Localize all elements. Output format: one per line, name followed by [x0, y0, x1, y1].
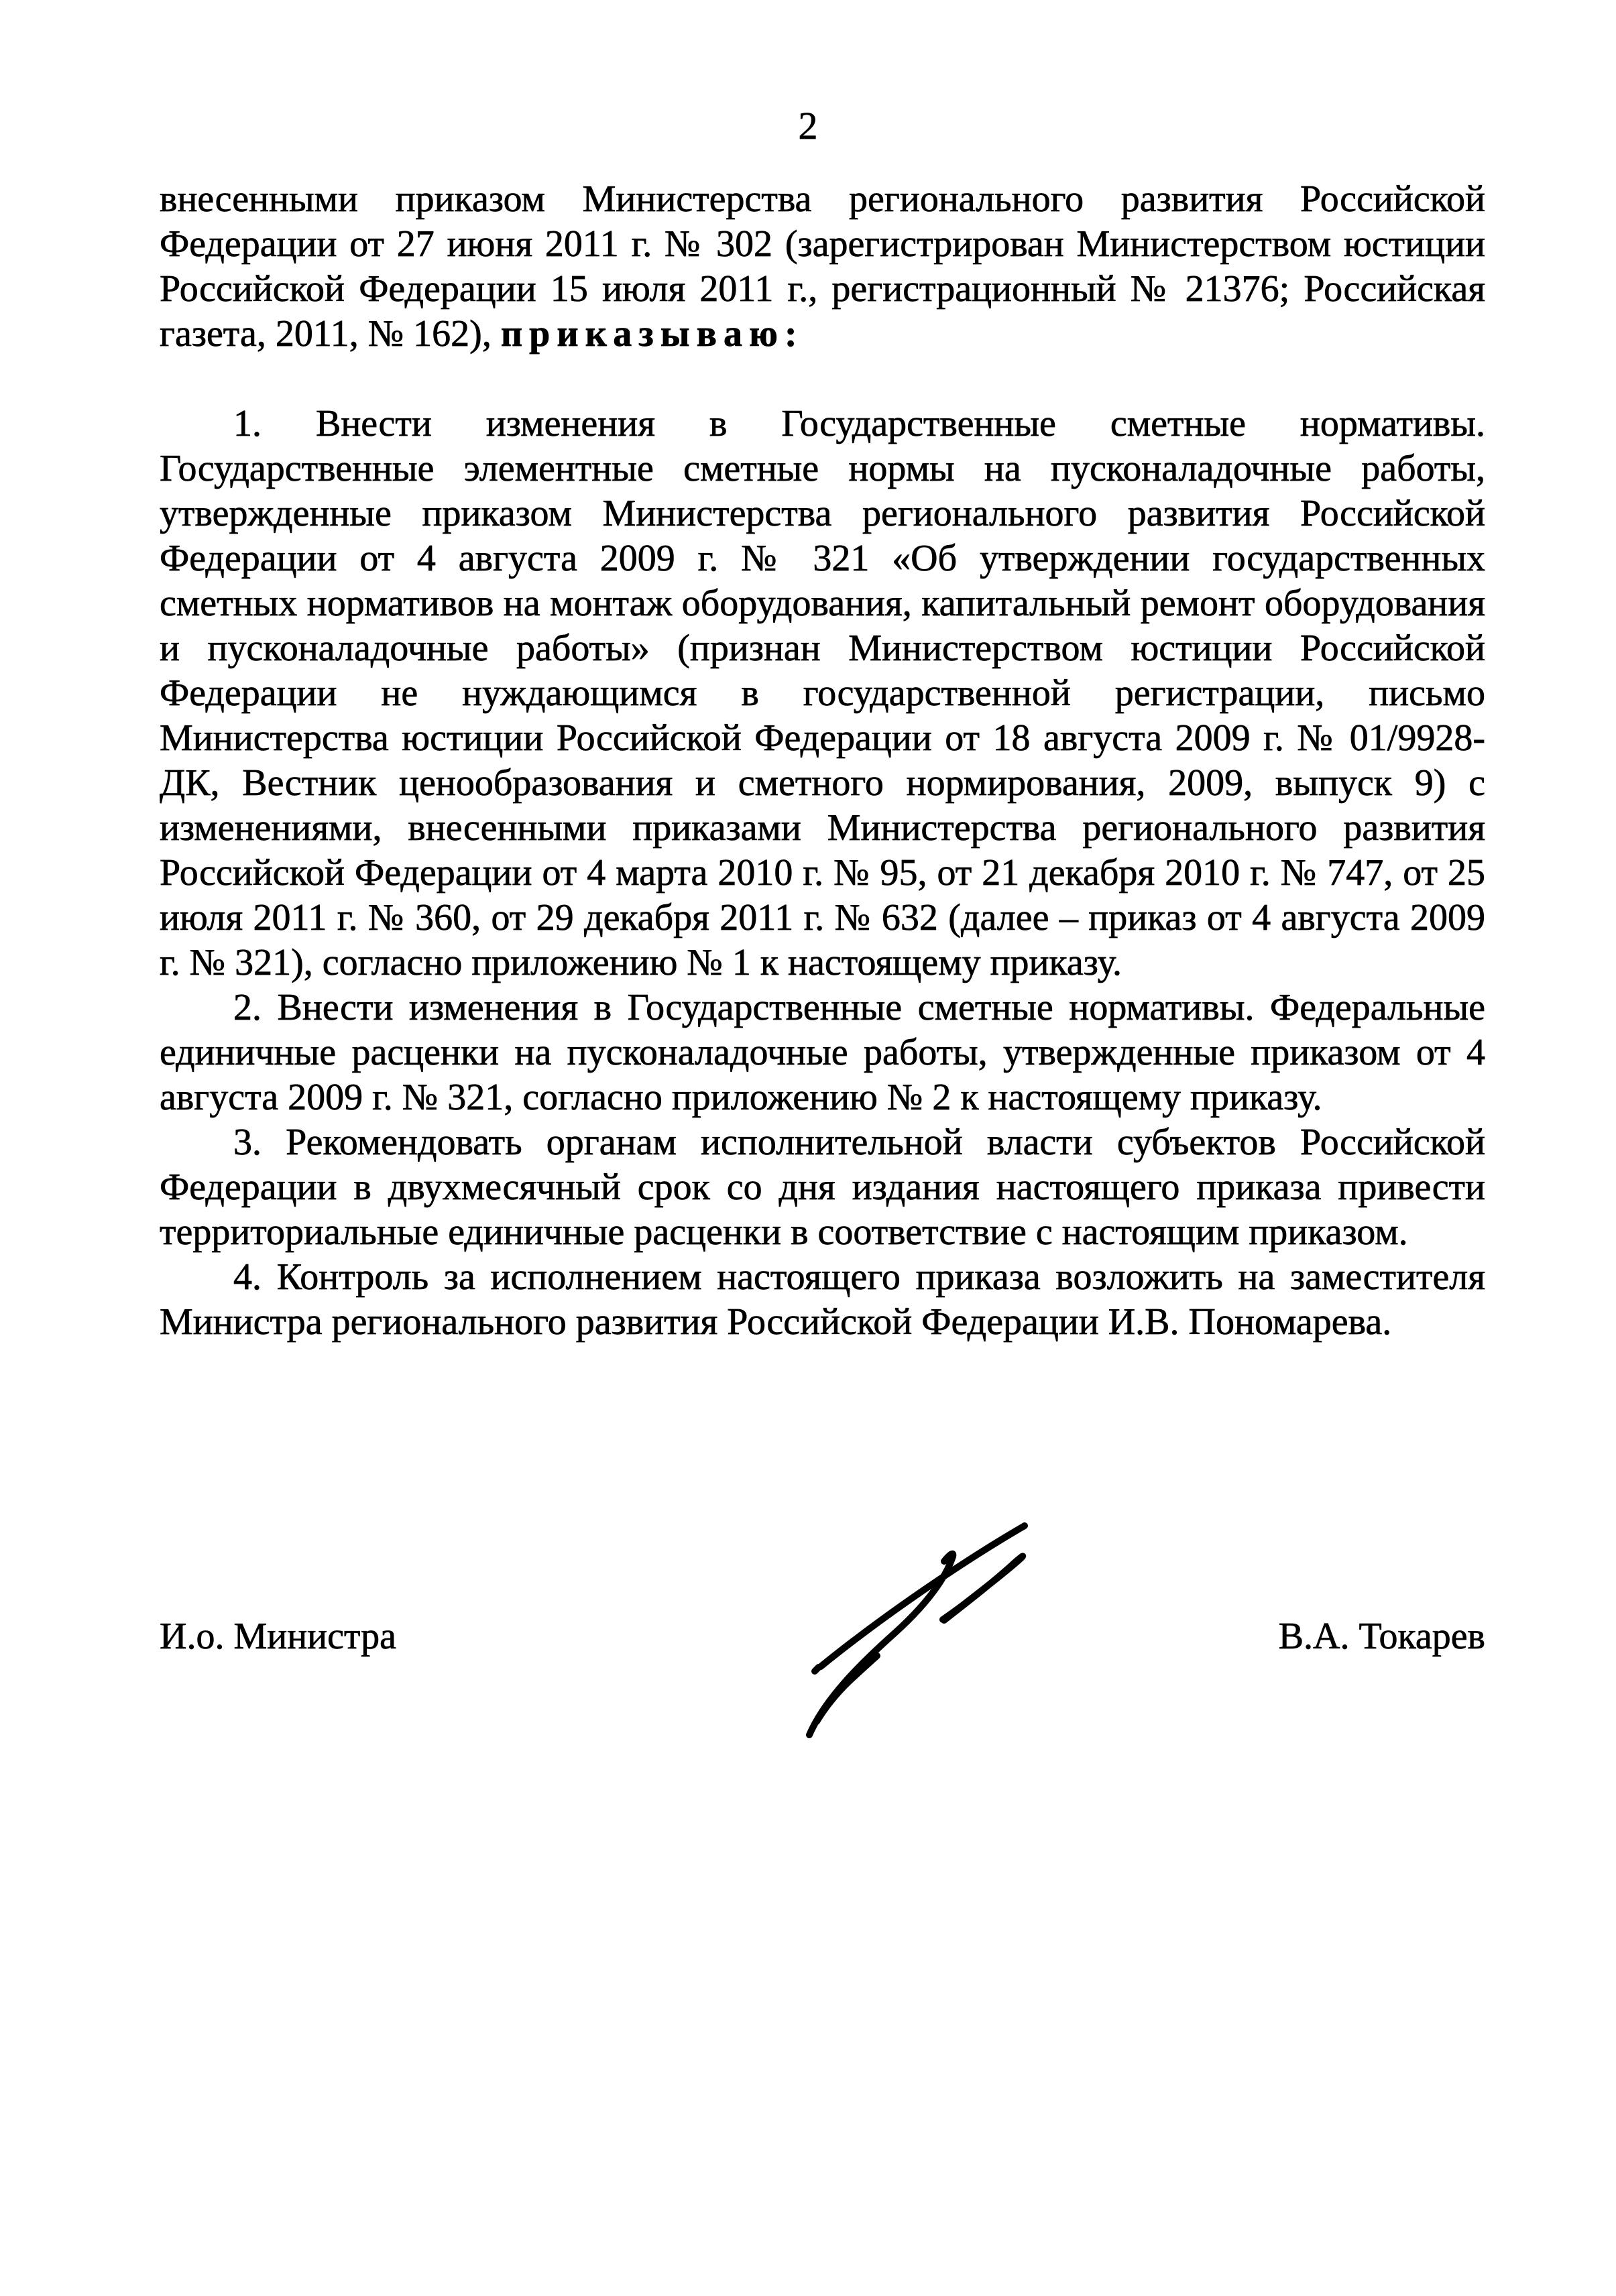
signature-block: [160, 1614, 1485, 1659]
order-item-4: 4. Контроль за исполнением настоящего приказа возложить на заместителя Министра регионального развития Российской Федерации И.В. Пономарева.: [160, 1256, 1485, 1343]
page-number: 2: [798, 104, 818, 147]
order-text-body: [160, 177, 1485, 1345]
intro-paragraph-text: внесенными приказом Министерства регионального развития Российской Федерации от 27 июня 2011 г. № 302 (зарегистрирован Министерством юстиции Российской Федерации 15 июля 2011 г., регистрационный № 21376; Российская газета, 2011, № 162),: [160, 178, 1485, 355]
order-item-3: 3. Рекомендовать органам исполнительной власти субъектов Российской Федерации в двухмесячный срок со дня издания настоящего приказа привести территориальные единичные расценки в соответствие с настоящим приказом.: [160, 1122, 1485, 1253]
signatory-name: В.А. Токарев: [1278, 1616, 1485, 1657]
order-item-2: 2. Внести изменения в Государственные сметные нормативы. Федеральные единичные расценки на пусконаладочные работы, утвержденные приказом от 4 августа 2009 г. № 321, согласно приложению № 2 к настоящему приказу.: [160, 987, 1485, 1118]
signatory-position: И.о. Министра: [160, 1616, 397, 1657]
order-item-1: 1. Внести изменения в Государственные сметные нормативы. Государственные элементные сметные нормы на пусконаладочные работы, утвержденные приказом Министерства регионального развития Российской Федерации от 4 августа 2009 г. № 321 «Об утверждении государственных сметных нормативов на монтаж оборудования, капитальный ремонт оборудования и пусконаладочные работы» (признан Министерством юстиции Российской Федерации не нуждающимся в государственной регистрации, письмо Министерства юстиции Российской Федерации от 18 августа 2009 г. № 01/9928-ДК, Вестник ценообразования и сметного нормирования, 2009, выпуск 9) с изменениями, внесенными приказами Министерства регионального развития Российской Федерации от 4 марта 2010 г. № 95, от 21 декабря 2010 г. № 747, от 25 июля 2011 г. № 360, от 29 декабря 2011 г. № 632 (далее – приказ от 4 августа 2009 г. № 321), согласно приложению № 1 к настоящему приказу.: [160, 403, 1485, 983]
intro-paragraph: [160, 177, 1485, 357]
prikazyvayu-emphasis: приказываю:: [500, 313, 804, 355]
